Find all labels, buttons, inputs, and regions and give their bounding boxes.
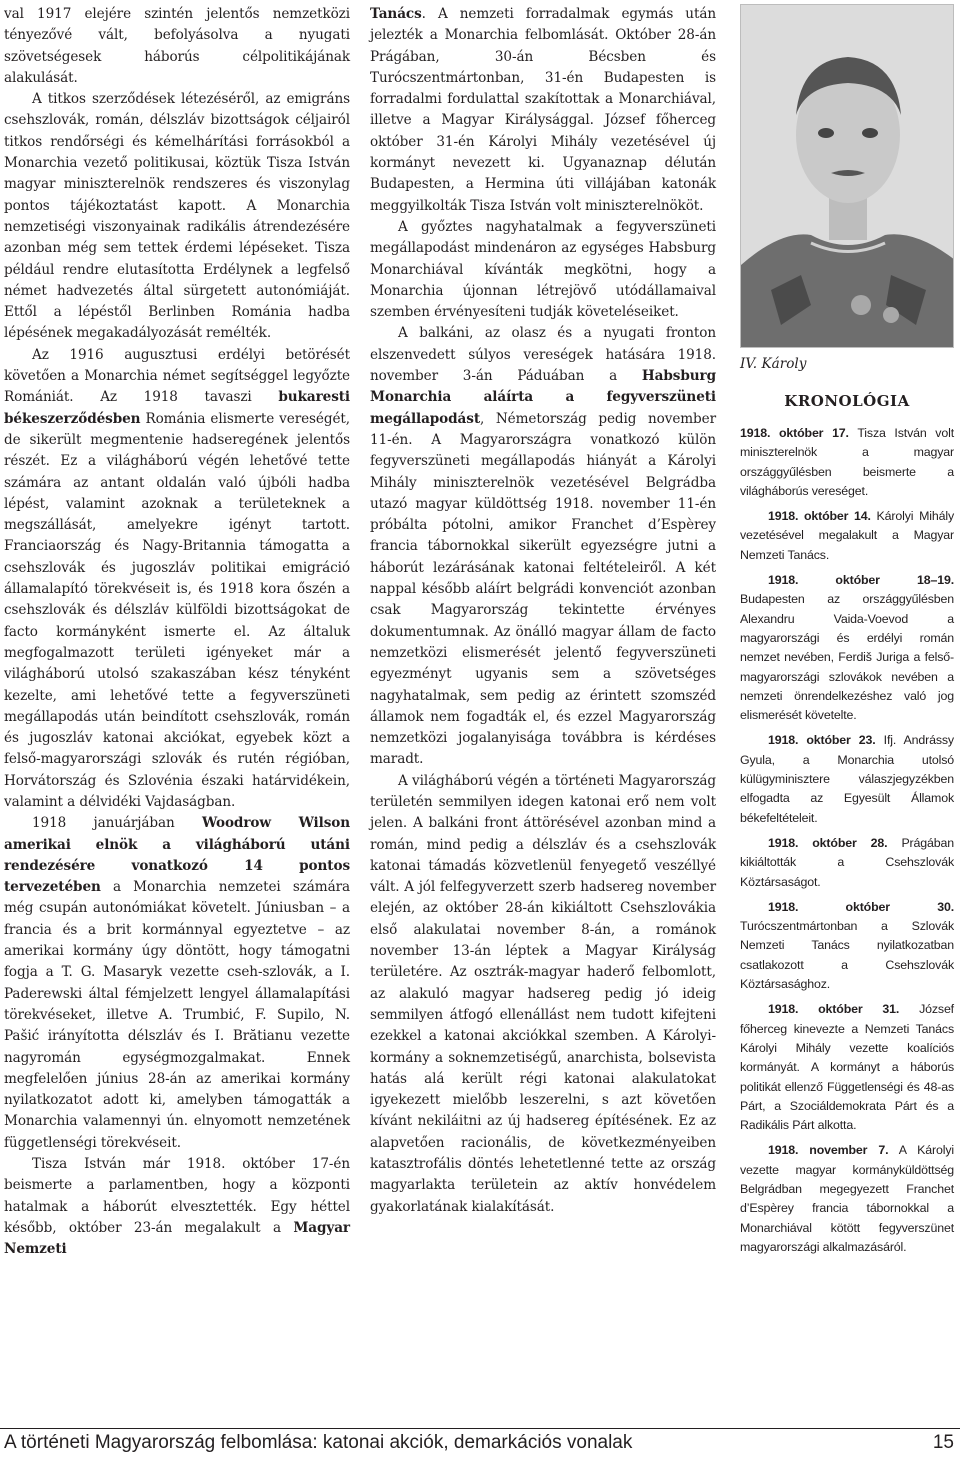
chronology-entry — [740, 507, 954, 565]
left-column — [4, 4, 350, 1261]
text-run: A világháború végén a történeti Magyarország területén semmilyen idegen katonai erő nem volt jelen. A balkáni front áttörésével azonban mind a román, mind pedig a délszláv és a csehszlovák katonai támadás közvetlenül fenyegető veszéllyé vált. A jól felfegyverzett szerb hadsereg november elején, az október 28-án kikiáltott Csehszlovákia első alakulatai november 8-án, a románok november 13-án léptek a Magyar Királyság területére. Az osztrák-magyar haderő felbomlott, az alakuló magyar hadsereg pedig jó ideig semmilyen átfogó ellenállást nem tudott kifejteni ezekkel a katonai akciókkal szemben. A Károlyi-kormány a soknemzetiségű, anarchista, bolsevista hatás alá került régi katonai alakulatokat igyekezett mielőbb leszerelni, s azt követően kívánt nekiláitni az új hadsereg építésének. Ez az alapvetően racionális, de következményeiben katasztrofális döntés lehetetlenné tette az ország magyarlakta területein az aktív honvédelem gyakorlatának kialakítását. — [370, 772, 716, 1215]
chronology-entry — [740, 424, 954, 501]
footer-divider — [0, 1428, 960, 1429]
chronology-date: 1918. október 31. — [768, 1002, 900, 1017]
chronology-date: 1918. október 17. — [740, 426, 849, 440]
right-column — [740, 4, 954, 1263]
text-run: A titkos szerződések létezéséről, az emigráns csehszlovák, román, délszláv bizottságok céljairól titkos rendőrségi és kémelhárítási forrásokból a Monarchia vezető politikusai, köztük Tisza István magyar miniszterelnök rendszeres és viszonylag pontos tájékoztatást kapott. A Monarchia nemzetiségi viszonyainak radikális átrendezésére azonban még sem tettek érdemi lépéseket. Tisza például rendre elutasította Erdélynek a legfelső német hadvezetés által sürgetett autonómiáját. Ettől a lépéstől Berlinben Románia hadba lépésének megakadályozását remélték. — [4, 91, 350, 342]
chronology-text: Budapesten az országgyűlésben Alexandru Vaida-Voevod a magyarországi és erdélyi román nemzet nevében, Ferdiš Juriga a felső-magyarországi szlovákok nevében a nemzeti önrendelkezéshez való jog elismerését követelte. — [740, 592, 954, 723]
chronology-text: József főherceg kinevezte a Nemzeti Tanács Károlyi Mihály vezette koalíciós kormányát. A kormányt a háborús politikát ellenző Függetlenségi és 48-as Párt, a Szociáldemokrata Párt és a Radikális Párt alkotta. — [740, 1002, 954, 1133]
chronology-date: 1918. október 30. — [768, 899, 954, 914]
paragraph — [370, 4, 716, 217]
chronology-text: Károlyi Mihály vezetésével megalakult a Magyar Nemzeti Tanács. — [740, 509, 954, 562]
text-run: , Németország pedig november 11-én. A Magyarországra vonatkozó külön fegyverszüneti megállapodás hiányát a Károlyi Mihály miniszterelnök vezetésével Belgrádba utazó magyar küldöttség 1918. november 11-én próbálta pótolni, amikor Franchet d’Espèrey francia tábornokkal sikerült egyezségre jutni a háborút lezárásának katonai feltételeiről. A két nappal később aláírt belgrádi konvenciót azonban csak Magyarország tekintette érvényes dokumentumnak. Az önálló magyar állam de facto nemzetközi elismerését jelentő fegyverszüneti egyezményt ugyanis sem a szövetséges nagyhatalmak, sem pedig az érintett szomszéd államok nem fogadták el, és ezzel Magyarország nemzetközi jogalanyisága továbbra is kérdéses maradt. — [370, 410, 716, 768]
chronology-text: Ifj. Andrássy Gyula, a Monarchia utolsó külügyminisztere válaszjegyzékben elfogadta az Egyesült Államok békefeltételeit. — [740, 733, 954, 825]
chronology-entry — [740, 1141, 954, 1257]
chronology-entry — [740, 898, 954, 994]
chronology-text: Prágában kikiáltották a Csehszlovák Köztársaságot. — [740, 835, 954, 889]
chronology-date: 1918. október 14. — [768, 509, 871, 524]
chronology-date: 1918. október 18–19. — [768, 573, 954, 588]
text-run: Románia elismerte vereségét, de sikerült megmentenie hadseregének jelentős részét. Ez a világháború végén lehetővé tette számára az antant oldalán való újbóli hadba lépést, valamint azoknak a területeknek a megszállását, amelyekre igényt tartott. Franciaország és Nagy-Britannia támogatta a csehszlovák és jugoszláv politikai emigráció államalapító törekvéseit is, és 1918 kora őszén a csehszlovák és délszláv külföldi bizottságokat de facto kormányként ismerte el. Az általuk megfogalmazott területi igényeket már a világháború utolsó szakaszában kész tényként kezelte, ami lehetővé tette a fegyverszüneti megállapodás után beindított csehszlovák, román és jugoszláv katonai akciókat, egyebek közt a felső-magyarországi szlovák és rutén régióban, Horvátország és Szlovénia északi határvidékein, valamint a délvidéki Vajdaságban. — [4, 410, 350, 810]
page-number: 15 — [932, 1432, 954, 1453]
chronology-entry — [740, 731, 954, 827]
bold-text: Tanács — [370, 6, 422, 22]
paragraph — [4, 813, 350, 1154]
portrait-illustration — [741, 5, 954, 348]
paragraph — [370, 217, 716, 323]
text-run: A győztes nagyhatalmak a fegyverszüneti megállapodást mindenáron az egységes Habsburg Monarchiával kívánták megkötni, hogy a Monarchia újonnan létrejövő utódállamaival szemben érvényesíteni tudják követeléseiket. — [370, 218, 716, 321]
bold-text: Habsburg Monarchia aláírta a fegyverszüneti megállapodást — [370, 368, 716, 427]
text-run: Az 1916 augusztusi erdélyi betörését követően a Monarchia német segítséggel legyőzte Romániát. Az 1918 tavaszi — [4, 346, 350, 406]
bold-text: Magyar Nemzeti — [4, 1219, 350, 1258]
chronology-text: Turócszentmártonban a Szlovák Nemzeti Tanács nyilatkozatban csatlakozott a Csehszlovák Köztársasághoz. — [740, 919, 954, 992]
text-run: val 1917 elejére szintén jelentős nemzetközi tényezővé vált, befolyásolva a nyugati szövetségesek háborús célpolitikájának alakulását. — [4, 6, 350, 86]
paragraph — [370, 771, 716, 1218]
chronology-entry — [740, 834, 954, 892]
portrait-caption: IV. Károly — [740, 356, 807, 372]
text-run: 1918 januárjában — [32, 815, 202, 832]
portrait-image — [740, 4, 954, 348]
text-run: . A nemzeti forradalmak egymás után jelezték a Monarchia felbomlását. Október 28-án Prágában, 30-án Bécsben és Turócszentmártonban, 31-én Budapesten is forradalmi fordulattal szakítottak a Monarchiával, illetve a Magyar Királysággal. József főherceg október 31-én Károlyi Mihály vezetésével új kormányt nevezett ki. Ugyanaznap délután Budapesten, a Hermina úti villájában katonák meggyilkolták Tisza István volt miniszterelnököt. — [370, 6, 716, 214]
text-run: A balkáni, az olasz és a nyugati fronton elszenvedett súlyos vereségek hatására 1918. november 3-án Páduában a — [370, 325, 716, 385]
paragraph — [4, 89, 350, 345]
chronology-date: 1918. október 28. — [768, 835, 888, 850]
bold-text: Woodrow Wilson amerikai elnök a világháború utáni rendezésére vonatkozó 14 pontos tervezetében — [4, 815, 350, 896]
chronology-title: KRONOLÓGIA — [784, 392, 910, 410]
bold-text: bukaresti békeszerződésben — [4, 389, 350, 427]
paragraph — [4, 4, 350, 89]
middle-column — [370, 4, 716, 1218]
chronology-list — [740, 424, 954, 1257]
chronology-text: A Károlyi vezette magyar kormányküldöttség Belgrádban megegyezett Franchet d’Espèrey francia tábornokkal a Monarchiával kötött fegyverszünet magyarországi alkalmazásáról. — [740, 1143, 954, 1254]
chronology-entry — [740, 571, 954, 725]
chronology-entry — [740, 1000, 954, 1135]
chronology-date: 1918. november 7. — [768, 1143, 889, 1158]
paragraph — [4, 1154, 350, 1260]
chronology-date: 1918. október 23. — [768, 733, 876, 748]
paragraph — [4, 345, 350, 814]
paragraph — [370, 323, 716, 770]
text-run: a Monarchia nemzetei számára még csupán autonómiákat követelt. Júniusban – a francia és a brit kormánnyal egyeztetve – az amerikai kormány úgy döntött, hogy támogatni fogja a T. G. Masaryk vezette cseh-szlovák, a I. Paderewski által fémjelzett lengyel államalapítási törekvéseket, illetve A. Trumbić, F. Supilo, N. Pašić irányította délszláv és I. Brătianu vezette nagyromán egységmozgalmakat. Ennek megfelelően június 28-án az amerikai kormány nyilatkozatot adott ki, amelyben támogatták a Monarchia valamennyi ún. elnyomott nemzetének függetlenségi törekvéseit. — [4, 879, 350, 1151]
chronology-text: Tisza István volt miniszterelnök a magyar országgyűlésben beismerte a világháborús vereséget. — [740, 426, 954, 498]
footer-title: A történeti Magyarország felbomlása: katonai akciók, demarkációs vonalak — [4, 1432, 633, 1453]
text-run: Tisza István már 1918. október 17-én beismerte a parlamentben, hogy a központi hatalmak a háborút elvesztették. Egy héttel később, október 23-án megalakult a — [4, 1156, 350, 1236]
